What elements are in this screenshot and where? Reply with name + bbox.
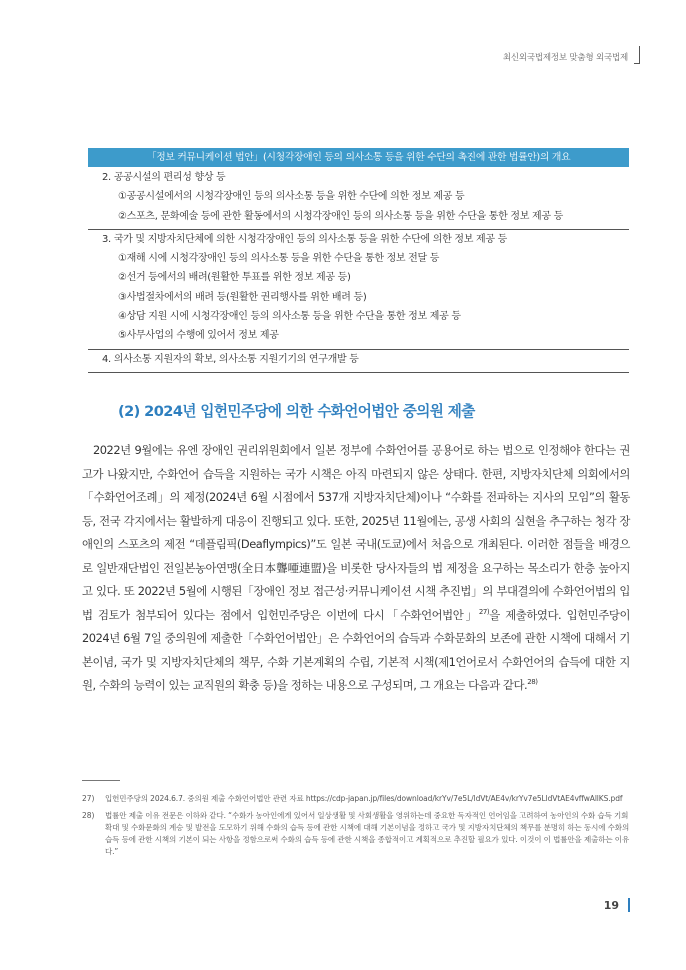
body-text-part1: 2022년 9월에는 유엔 장애인 권리위원회에서 일본 정부에 수화언어를 공용어로 하는 법으로 인정해야 한다는 권고가 나왔지만, 수화언어 습득을 지원하는 국가 시책은 아직 마련되지 않은 상태다. 한편, 지방자치단체 의회에서의「수화언어조례」의 제정(2024년 6월 시점에서 537개 지방자치단체)이나 “수화를 전파하는 지사의 모임”의 활동 등, 전국 각지에서는 활발하게 대응이 진행되고 있다. 또한, 2025년 11월에는, 공생 사회의 실현을 추구하는 청각 장애인의 스포츠의 제전 “데플림픽(Deaflympics)”도 일본 국내(도쿄)에서 처음으로 개최된다. 이러한 점들을 배경으로 일반재단법인 전일본농아연맹(全日本聾唖連盟)을 비롯한 당사자들의 법 제정을 요구하는 목소리가 한층 높아지고 있다. 또 2022년 5월에 시행된「장애인 정보 접근성·커뮤니케이션 시책 추진법」의 부대결의에 수화언어법의 입법 검토가 첨부되어 있다는 점에서 입헌민주당은 이번에 다시「수화언어법안」 [82, 443, 630, 622]
footnote-divider [82, 780, 120, 781]
footnote-ref-27[interactable]: 27) [478, 607, 490, 616]
summary-item: ①재해 시에 시청각장애인 등의 의사소통 등을 위한 수단을 통한 정보 전달 등 [118, 253, 440, 265]
summary-item: ②선거 등에서의 배려(원활한 투표를 위한 정보 제공 등) [118, 272, 351, 284]
section-title: (2) 2024년 입헌민주당에 의한 수화언어법안 중의원 제출 [118, 403, 475, 420]
summary-group-heading: 2. 공공시설의 편리성 향상 등 [102, 172, 226, 183]
body-paragraph [82, 439, 630, 698]
page-number: 19 [603, 899, 619, 912]
page-number-bar [628, 898, 630, 912]
footnote-number: 27) [82, 794, 95, 803]
summary-group [88, 168, 629, 230]
body-text-part2: 을 제출하였다. 입헌민주당이 2024년 6월 7일 중의원에 제출한「수화언어법안」은 수화언어의 습득과 수화문화의 보존에 관한 시책에 대해서 기본이념, 국가 및 지방자치단체의 책무, 수화 기본계획의 수립, 기본적 시책(제1언어로서 수화언어의 습득에 대한 지원, 수화의 능력이 있는 교직원의 확충 등)을 정하는 내용으로 구성되며, 그 개요는 다음과 같다. [82, 607, 631, 692]
summary-group-heading: 3. 국가 및 지방자치단체에 의한 시청각장애인 등의 의사소통 등을 위한 수단에 의한 정보 제공 등 [102, 233, 507, 245]
summary-item: ⑤사무사업의 수행에 있어서 정보 제공 [118, 330, 279, 342]
summary-group [88, 350, 629, 373]
summary-item: ③사법절차에서의 배려 등(원활한 권리행사를 위한 배려 등) [118, 291, 367, 303]
footnote [82, 810, 630, 858]
footnote-number: 28) [82, 811, 95, 820]
running-header: 최신외국법제정보 맞춤형 외국법제 [502, 53, 628, 63]
footnote [82, 793, 630, 805]
footnote-text: 입헌민주당의 2024.6.7. 중의원 제출 수화언어법안 관련 자료 https://cdp-japan.jp/files/download/krYv/7e5L/ldVt/AE4v/krYv7e5LldVtAE4vffwAllKS.pdf [105, 794, 623, 803]
summary-group-heading: 4. 의사소통 지원자의 확보, 의사소통 지원기기의 연구개발 등 [102, 353, 359, 365]
summary-item: ①공공시설에서의 시청각장애인 등의 의사소통 등을 위한 수단에 의한 정보 제공 등 [118, 191, 465, 203]
footnote-text: 법률안 제출 이유 전문은 이하와 같다. “수화가 농아인에게 있어서 일상생활 및 사회생활을 영위하는데 중요한 독자적인 언어임을 고려하여 농아인의 수화 습득 기회 확대 및 수화문화의 계승 및 발전을 도모하기 위해 수화의 습득 등에 관한 시책에 대해 기본이념을 정하고 국가 및 지방자치단체의 책무를 분명히 하는 동시에 수화의 습득 등에 관한 시책의 기본이 되는 사항을 정함으로써 수화의 습득 등에 관한 시책을 종합적이고 계획적으로 추진할 필요가 있다. 이것이 이 법률안을 제출하는 이유다.” [105, 811, 630, 856]
header-bracket [634, 46, 640, 64]
summary-box [88, 168, 629, 373]
summary-item: ②스포츠, 문화예술 등에 관한 활동에서의 시청각장애인 등의 의사소통 등을 위한 수단을 통한 정보 제공 등 [118, 210, 563, 222]
summary-group [88, 230, 629, 350]
summary-box-title: 「정보 커뮤니케이션 법안」(시청각장애인 등의 의사소통 등을 위한 수단의 촉진에 관한 법률안)의 개요 [88, 148, 629, 167]
footnotes [82, 793, 630, 863]
summary-item: ④상담 지원 시에 시청각장애인 등의 의사소통 등을 위한 수단을 통한 정보 제공 등 [118, 311, 461, 323]
footnote-ref-28[interactable]: 28) [527, 678, 538, 686]
